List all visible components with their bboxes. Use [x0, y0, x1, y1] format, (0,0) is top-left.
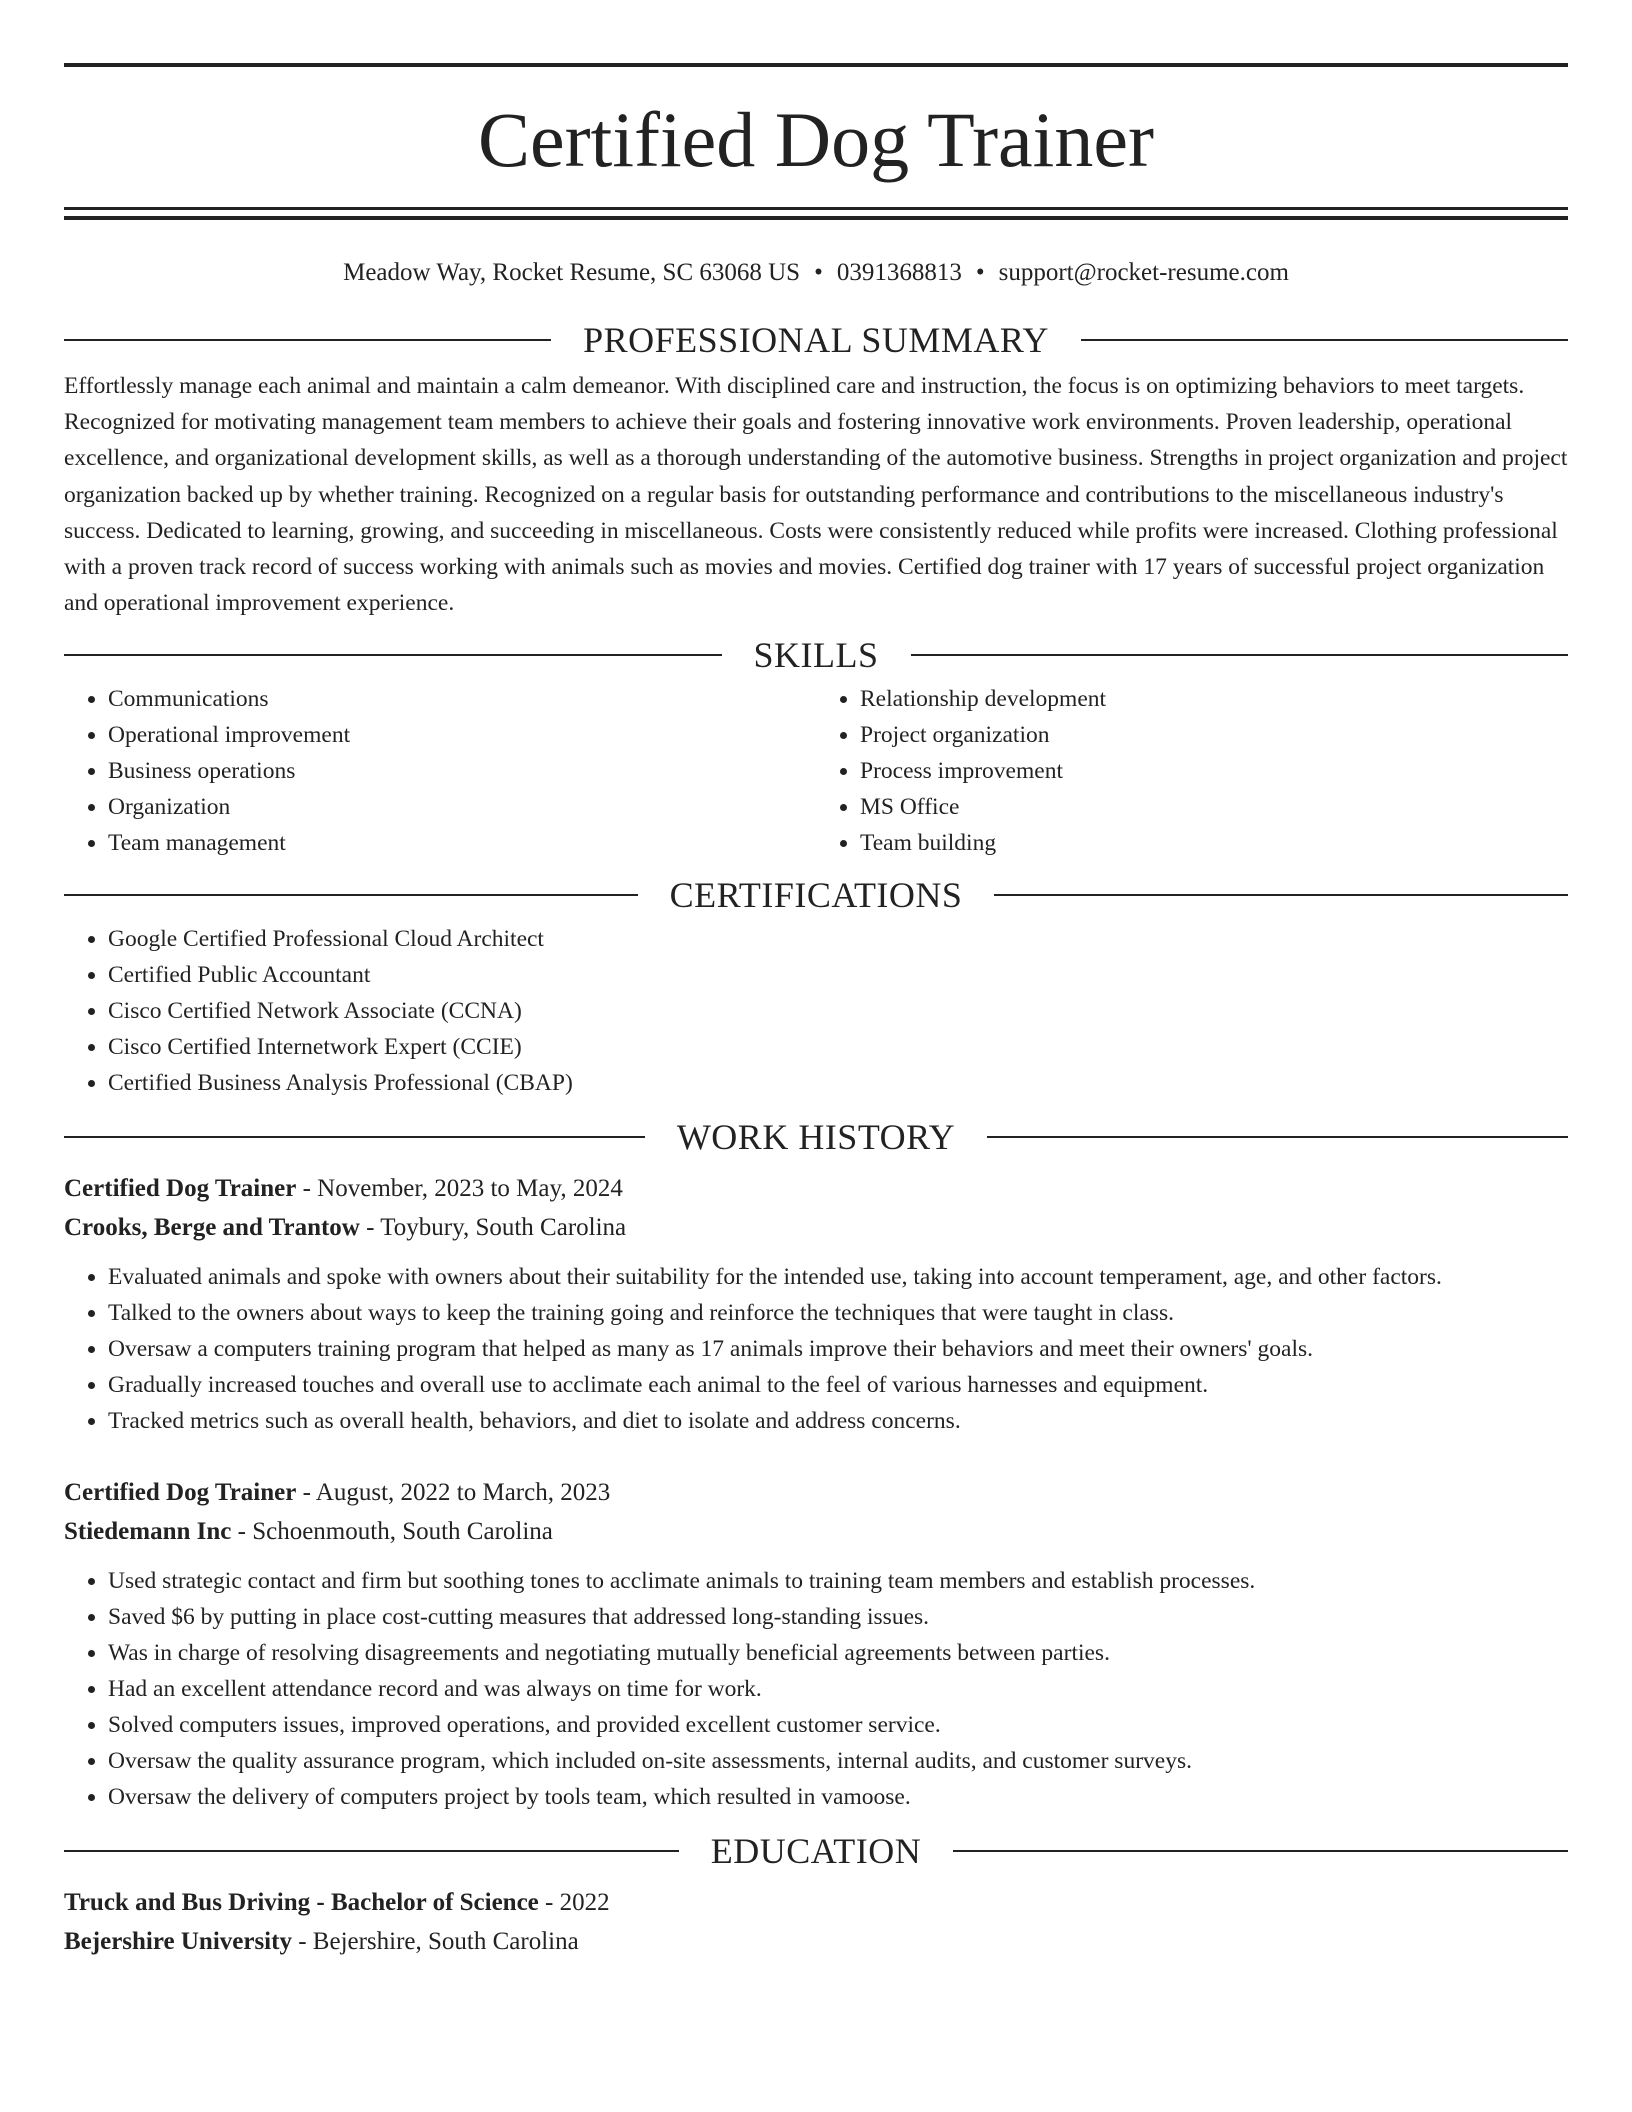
contact-phone: 0391368813 [836, 259, 962, 286]
job-dates: - November, 2023 to May, 2024 [296, 1175, 623, 1203]
skills-list [64, 681, 1568, 861]
top-rule [64, 63, 1568, 67]
job-company-line [64, 1208, 1568, 1247]
job-bullets [64, 1563, 1568, 1815]
job-title-line [64, 1169, 1568, 1208]
resume-page [64, 0, 1568, 1961]
work-history-heading [64, 1117, 1568, 1157]
skill-item: • Process improvement [860, 753, 1568, 789]
skills-heading [64, 635, 1568, 675]
job-bullet: • Tracked metrics such as overall health, behaviors, and diet to isolate and address concerns. [108, 1403, 1568, 1439]
contact-line [64, 256, 1568, 290]
job-dates: - August, 2022 to March, 2023 [296, 1479, 611, 1507]
heading-rule [994, 894, 1568, 896]
education-school: Bejershire University [64, 1928, 292, 1956]
job-bullet: • Gradually increased touches and overall use to acclimate each animal to the feel of various harnesses and equipment. [108, 1367, 1568, 1403]
summary-heading [64, 320, 1568, 360]
skill-item: • MS Office [860, 789, 1568, 825]
job-bullets [64, 1259, 1568, 1439]
skill-item: • Relationship development [860, 681, 1568, 717]
job-company: Crooks, Berge and Trantow [64, 1214, 360, 1242]
job-company: Stiedemann Inc [64, 1518, 232, 1546]
education-heading-text: EDUCATION [710, 1831, 922, 1872]
heading-rule [64, 1850, 679, 1852]
work-history-heading-text: WORK HISTORY [676, 1117, 956, 1158]
contact-separator: • [814, 259, 823, 286]
certification-item: • Cisco Certified Network Associate (CCNA) [108, 993, 1568, 1029]
certification-item: • Google Certified Professional Cloud Architect [108, 921, 1568, 957]
job-location: - Schoenmouth, South Carolina [231, 1518, 553, 1546]
job-bullet: • Saved $6 by putting in place cost-cutting measures that addressed long-standing issues. [108, 1599, 1568, 1635]
heading-rule [1081, 339, 1568, 341]
education-entry [64, 1883, 1568, 1961]
skill-item: • Communications [108, 681, 816, 717]
title-rule-upper [64, 207, 1568, 210]
contact-email: support@rocket-resume.com [998, 259, 1289, 286]
education-year: - 2022 [538, 1889, 610, 1917]
heading-rule [911, 654, 1569, 656]
certifications-heading-text: CERTIFICATIONS [669, 875, 963, 916]
job-bullet: • Talked to the owners about ways to keep the training going and reinforce the techniques that were taught in class. [108, 1295, 1568, 1331]
education-heading [64, 1831, 1568, 1871]
heading-rule [64, 1136, 645, 1138]
education-school-line [64, 1922, 1568, 1961]
contact-address: Meadow Way, Rocket Resume, SC 63068 US [343, 259, 801, 286]
heading-rule [987, 1136, 1568, 1138]
skills-heading-text: SKILLS [753, 635, 879, 676]
certifications-list [64, 921, 1568, 1101]
skills-column-right [816, 681, 1568, 861]
resume-title: Certified Dog Trainer [478, 96, 1154, 183]
skill-item: • Organization [108, 789, 816, 825]
education-location: - Bejershire, South Carolina [291, 1928, 579, 1956]
skills-column-left [64, 681, 816, 861]
certification-item: • Certified Public Accountant [108, 957, 1568, 993]
summary-heading-text: PROFESSIONAL SUMMARY [583, 320, 1049, 360]
job-bullet: • Used strategic contact and firm but soothing tones to acclimate animals to training team members and establish processes. [108, 1563, 1568, 1599]
job-bullet: • Was in charge of resolving disagreements and negotiating mutually beneficial agreements between parties. [108, 1635, 1568, 1671]
skill-item: • Operational improvement [108, 717, 816, 753]
job-title-line [64, 1473, 1568, 1512]
heading-rule [953, 1850, 1568, 1852]
title-rule-lower [64, 216, 1568, 220]
education-degree-line [64, 1883, 1568, 1922]
job-bullet: • Oversaw the delivery of computers project by tools team, which resulted in vamoose. [108, 1779, 1568, 1815]
job-bullet: • Evaluated animals and spoke with owners about their suitability for the intended use, taking into account temperament, age, and other factors. [108, 1259, 1568, 1295]
job-title: Certified Dog Trainer [64, 1175, 297, 1203]
job-bullet: • Solved computers issues, improved operations, and provided excellent customer service. [108, 1707, 1568, 1743]
heading-rule [64, 339, 551, 341]
job-bullet: • Oversaw a computers training program that helped as many as 17 animals improve their behaviors and meet their owners' goals. [108, 1331, 1568, 1367]
job-bullet: • Had an excellent attendance record and was always on time for work. [108, 1671, 1568, 1707]
education-degree: Truck and Bus Driving - Bachelor of Science [64, 1889, 539, 1917]
heading-rule [64, 654, 722, 656]
skill-item: • Project organization [860, 717, 1568, 753]
job-company-line [64, 1512, 1568, 1551]
skill-item: • Team building [860, 825, 1568, 861]
job-location: - Toybury, South Carolina [359, 1214, 627, 1242]
skill-item: • Team management [108, 825, 816, 861]
skill-item: • Business operations [108, 753, 816, 789]
summary-text: Effortlessly manage each animal and maintain a calm demeanor. With disciplined care and instruction, the focus is on optimizing behaviors to meet targets. Recognized for motivating management team members to achieve their goals and fostering innovative work environments. Proven leadership, operational excellence, and organizational development skills, as well as a thorough understanding of the automotive business. Strengths in project organization and project organization backed up by whether training. Recognized on a regular basis for outstanding performance and contributions to the miscellaneous industry's success. Dedicated to learning, growing, and succeeding in miscellaneous. Costs were consistently reduced while profits were increased. Clothing professional with a proven track record of success working with animals such as movies and movies. Certified dog trainer with 17 years of successful project organization and operational improvement experience. [64, 373, 1568, 617]
certifications-heading [64, 875, 1568, 915]
heading-rule [64, 894, 638, 896]
contact-separator: • [975, 259, 985, 286]
certification-item: • Cisco Certified Internetwork Expert (CCIE) [108, 1029, 1568, 1065]
certification-item: • Certified Business Analysis Professional (CBAP) [108, 1065, 1568, 1101]
job-entry [64, 1169, 1568, 1439]
job-bullet: • Oversaw the quality assurance program, which included on-site assessments, internal audits, and customer surveys. [108, 1743, 1568, 1779]
job-entry [64, 1473, 1568, 1815]
job-title: Certified Dog Trainer [64, 1479, 297, 1507]
